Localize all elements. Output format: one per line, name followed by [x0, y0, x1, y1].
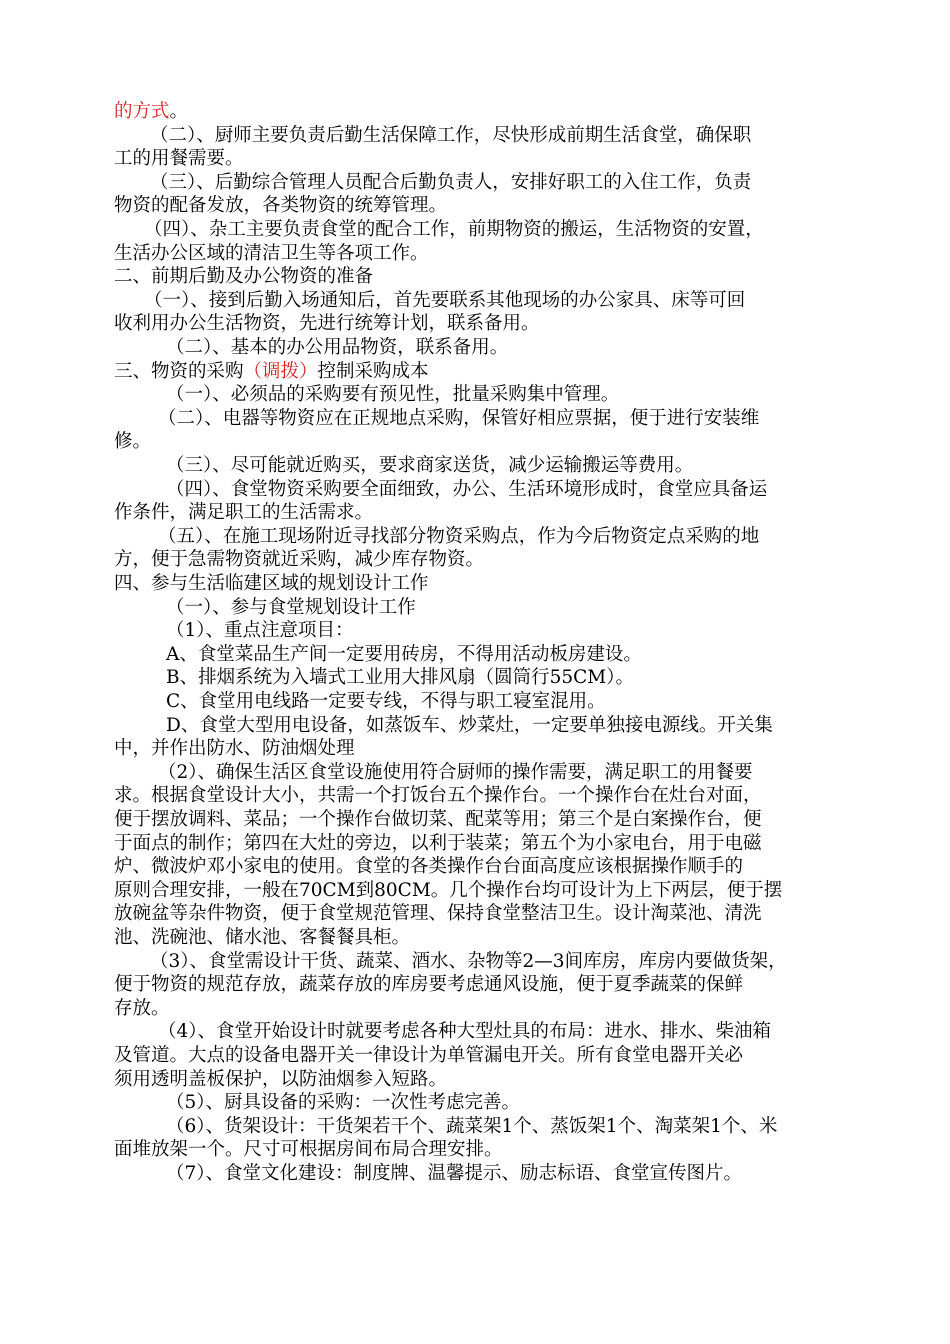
line-text-after: 控制采购成本: [317, 360, 429, 382]
line-text: （四）、杂工主要负责食堂的配合工作，前期物资的搬运，生活物资的安置，: [144, 219, 764, 240]
line-text-after: 。: [169, 101, 189, 122]
line-text: （一）、参与食堂规划设计工作: [166, 596, 416, 618]
line-text: 收利用办公生活物资，先进行统筹计划，联系备用。: [114, 313, 540, 335]
line-text: 修。: [114, 431, 152, 453]
highlighted-text: （调拨）: [243, 360, 318, 382]
line-text: （5）、厨具设备的采购：一次性考虑完善。: [166, 1092, 521, 1114]
line-text: 方，便于急需物资就近采购，减少库存物资。: [114, 549, 485, 571]
line-text: B、排烟系统为入墙式工业用大排风扇（圆筒行55CM）。: [166, 667, 634, 689]
line-text: （7）、食堂文化建设：制度牌、温馨提示、励志标语、食堂宣传图片。: [166, 1163, 743, 1184]
line-text: A、食堂菜品生产间一定要用砖房，不得用活动板房建设。: [166, 643, 642, 665]
line-text: 三、物资的采购: [114, 360, 244, 382]
line-text: 物资的配备发放，各类物资的统筹管理。: [114, 195, 448, 217]
line-text: （二）、基本的办公用品物资，联系备用。: [166, 337, 509, 358]
line-text: （二）、电器等物资应在正规地点采购，保管好相应票据，便于进行安装维: [158, 407, 760, 429]
line-text: C、食堂用电线路一定要专线，不得与职工寝室混用。: [166, 691, 606, 712]
line-text: （一）、接到后勤入场通知后，首先要联系其他现场的办公家具、床等可回: [144, 289, 746, 311]
line-text: （1）、重点注意项目：: [166, 620, 354, 642]
highlighted-text: 的方式: [114, 101, 170, 122]
line-text: （6）、货架设计：干货架若干个、蔬菜架1个、蒸饭架1个、淘菜架1个、米: [166, 1115, 778, 1137]
line-text: 二、前期后勤及办公物资的准备: [114, 266, 374, 288]
line-text: 求。根据食堂设计大小，共需一个打饭台五个操作台。一个操作台在灶台对面，: [114, 785, 762, 807]
line-text: 放碗盆等杂件物资，便于食堂规范管理、保持食堂整洁卫生。设计淘菜池、清洗: [114, 903, 762, 925]
line-text: 及管道。大点的设备电器开关一律设计为单管漏电开关。所有食堂电器开关必: [114, 1045, 744, 1066]
line-text: 原则合理安排，一般在70CM到80CM。几个操作台均可设计为上下两层，便于摆: [114, 879, 783, 901]
line-text: 便于摆放调料、菜品；一个操作台做切菜、配菜等用；第三个是白案操作台，便: [114, 809, 762, 830]
line-text: （五）、在施工现场附近寻找部分物资采购点，作为今后物资定点采购的地: [158, 525, 760, 547]
line-text: 存放。: [114, 997, 170, 1019]
line-text: 中，并作出防水、防油烟处理: [114, 738, 355, 760]
line-text: 作条件，满足职工的生活需求。: [114, 502, 374, 524]
line-text: 于面点的制作；第四在大灶的旁边，以利于装菜；第五个为小家电台，用于电磁: [114, 832, 762, 854]
line-text: （四）、食堂物资采购要全面细致，办公、生活环境形成时，食堂应具备运: [166, 478, 768, 500]
line-text: （2）、确保生活区食堂设施使用符合厨师的操作需要，满足职工的用餐要: [158, 761, 753, 783]
line-text: 便于物资的规范存放，蔬菜存放的库房要考虑通风设施，便于夏季蔬菜的保鲜: [114, 974, 744, 996]
line-text: （三）、后勤综合管理人员配合后勤负责人，安排好职工的入住工作，负责: [150, 171, 752, 193]
line-text: （3）、食堂需设计干货、蔬菜、酒水、杂物等2—3间库房，库房内要做货架，: [150, 950, 787, 972]
line-text: 炉、微波炉邓小家电的使用。食堂的各类操作台台面高度应该根据操作顺手的: [114, 856, 744, 878]
line-text: D、食堂大型用电设备，如蒸饭车、炒菜灶，一定要单独接电源线。开关集: [166, 714, 773, 736]
line-text: （二）、厨师主要负责后勤生活保障工作，尽快形成前期生活食堂，确保职: [150, 124, 752, 146]
line-text: 四、参与生活临建区域的规划设计工作: [114, 573, 429, 594]
line-text: 工的用餐需要。: [114, 148, 244, 170]
line-text: 生活办公区域的清洁卫生等各项工作。: [114, 242, 429, 264]
line-text: （4）、食堂开始设计时就要考虑各种大型灶具的布局：进水、排水、柴油箱: [158, 1021, 772, 1043]
text-line: [114, 1160, 926, 1188]
line-text: 池、洗碗池、储水池、客餐餐具柜。: [114, 927, 411, 948]
line-text: （三）、尽可能就近购买，要求商家送货，减少运输搬运等费用。: [166, 455, 694, 476]
line-text: 须用透明盖板保护，以防油烟参入短路。: [114, 1068, 448, 1090]
line-text: 面堆放架一个。尺寸可根据房间布局合理安排。: [114, 1139, 503, 1161]
line-text: （一）、必须品的采购要有预见性，批量采购集中管理。: [166, 384, 620, 406]
